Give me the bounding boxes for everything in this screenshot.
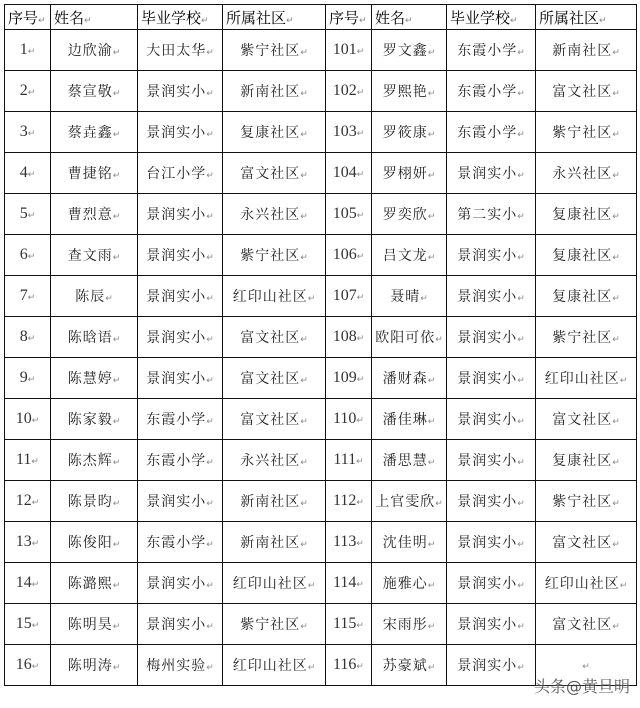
cell-school: 景润实小 ↵ <box>447 317 536 358</box>
header-school: 毕业学校 ↵ <box>138 5 223 30</box>
cell-index: 12 ↵ <box>5 481 51 522</box>
cell-name: 宋雨彤 ↵ <box>372 604 447 645</box>
cell-name: 陈潞熙 ↵ <box>51 563 138 604</box>
header-school: 毕业学校 ↵ <box>447 5 536 30</box>
cell-community: 新南社区 ↵ <box>223 71 326 112</box>
cell-name: 沈佳明 ↵ <box>372 522 447 563</box>
cell-index: 106 ↵ <box>326 235 372 276</box>
cell-name: 潘佳琳 ↵ <box>372 399 447 440</box>
cell-name: 陈家毅 ↵ <box>51 399 138 440</box>
cell-school: 景润实小 ↵ <box>447 153 536 194</box>
cell-community: 富文社区 ↵ <box>536 522 637 563</box>
table-row <box>5 235 637 276</box>
cell-school: 景润实小 ↵ <box>138 604 223 645</box>
cell-name: 查文雨 ↵ <box>51 235 138 276</box>
cell-community: 复康社区 ↵ <box>536 235 637 276</box>
cell-school: 大田太华 ↵ <box>138 30 223 71</box>
cell-index: 6 ↵ <box>5 235 51 276</box>
cell-community: 复康社区 ↵ <box>536 194 637 235</box>
table-row <box>5 153 637 194</box>
cell-name: 陈辰 ↵ <box>51 276 138 317</box>
cell-school: 景润实小 ↵ <box>138 112 223 153</box>
cell-community: 紫宁社区 ↵ <box>536 481 637 522</box>
cell-index: 112 ↵ <box>326 481 372 522</box>
cell-community: 新南社区 ↵ <box>223 522 326 563</box>
table-row <box>5 112 637 153</box>
cell-community: 富文社区 ↵ <box>536 71 637 112</box>
cell-community: 红印山社区 ↵ <box>223 563 326 604</box>
cell-community: 永兴社区 ↵ <box>223 440 326 481</box>
table-row <box>5 481 637 522</box>
cell-school: 景润实小 ↵ <box>138 71 223 112</box>
cell-school: 景润实小 ↵ <box>138 481 223 522</box>
cell-school: 景润实小 ↵ <box>447 481 536 522</box>
cell-index: 101 ↵ <box>326 30 372 71</box>
cell-school: 景润实小 ↵ <box>138 194 223 235</box>
cell-school: 第二实小 ↵ <box>447 194 536 235</box>
cell-school: 景润实小 ↵ <box>138 563 223 604</box>
cell-community: 富文社区 ↵ <box>223 399 326 440</box>
table-row <box>5 71 637 112</box>
cell-community: 复康社区 ↵ <box>223 112 326 153</box>
cell-name: 罗筱康 ↵ <box>372 112 447 153</box>
table-row <box>5 194 637 235</box>
cell-name: 聂晴 ↵ <box>372 276 447 317</box>
cell-name: 施雅心 ↵ <box>372 563 447 604</box>
cell-school: 东霞小学 ↵ <box>138 440 223 481</box>
cell-school: 东霞小学 ↵ <box>447 71 536 112</box>
cell-community: 富文社区 ↵ <box>223 317 326 358</box>
cell-index: 108 ↵ <box>326 317 372 358</box>
cell-index: 115 ↵ <box>326 604 372 645</box>
cell-index: 16 ↵ <box>5 645 51 686</box>
cell-index: 13 ↵ <box>5 522 51 563</box>
cell-community: 复康社区 ↵ <box>536 276 637 317</box>
cell-index: 2 ↵ <box>5 71 51 112</box>
cell-name: 蔡宣敬 ↵ <box>51 71 138 112</box>
cell-name: 罗熙艳 ↵ <box>372 71 447 112</box>
cell-index: 113 ↵ <box>326 522 372 563</box>
header-row <box>5 5 637 30</box>
cell-community: 紫宁社区 ↵ <box>223 235 326 276</box>
header-name: 姓名 ↵ <box>372 5 447 30</box>
cell-name: 边欣渝 ↵ <box>51 30 138 71</box>
cell-name: 罗栩妍 ↵ <box>372 153 447 194</box>
student-table <box>4 4 637 686</box>
table-row <box>5 440 637 481</box>
cell-index: 103 ↵ <box>326 112 372 153</box>
header-community: 所属社区 ↵ <box>223 5 326 30</box>
cell-name: 罗文鑫 ↵ <box>372 30 447 71</box>
table-row <box>5 358 637 399</box>
cell-community: 富文社区 ↵ <box>536 399 637 440</box>
cell-school: 景润实小 ↵ <box>138 358 223 399</box>
cell-school: 景润实小 ↵ <box>447 358 536 399</box>
cell-school: 东霞小学 ↵ <box>447 112 536 153</box>
cell-index: 4 ↵ <box>5 153 51 194</box>
cell-community: 紫宁社区 ↵ <box>536 317 637 358</box>
cell-index: 105 ↵ <box>326 194 372 235</box>
cell-index: 107 ↵ <box>326 276 372 317</box>
cell-school: 东霞小学 ↵ <box>138 399 223 440</box>
table-row <box>5 399 637 440</box>
cell-name: 曹烈意 ↵ <box>51 194 138 235</box>
cell-index: 7 ↵ <box>5 276 51 317</box>
cell-community: 紫宁社区 ↵ <box>223 604 326 645</box>
cell-index: 110 ↵ <box>326 399 372 440</box>
cell-community: 永兴社区 ↵ <box>536 153 637 194</box>
header-community: 所属社区 ↵ <box>536 5 637 30</box>
cell-name: 陈明涛 ↵ <box>51 645 138 686</box>
cell-school: 景润实小 ↵ <box>447 563 536 604</box>
cell-community: 富文社区 ↵ <box>536 604 637 645</box>
cell-index: 9 ↵ <box>5 358 51 399</box>
header-name: 姓名 ↵ <box>51 5 138 30</box>
table-row <box>5 317 637 358</box>
cell-name: 潘思慧 ↵ <box>372 440 447 481</box>
table-row <box>5 30 637 71</box>
cell-community: 富文社区 ↵ <box>223 153 326 194</box>
cell-name: 欧阳可依 ↵ <box>372 317 447 358</box>
cell-name: 上官雯欣 ↵ <box>372 481 447 522</box>
cell-community: 富文社区 ↵ <box>223 358 326 399</box>
cell-community: 新南社区 ↵ <box>536 30 637 71</box>
cell-community: 红印山社区 ↵ <box>223 645 326 686</box>
cell-community: 新南社区 ↵ <box>223 481 326 522</box>
cell-name: 陈明昊 ↵ <box>51 604 138 645</box>
cell-school: 景润实小 ↵ <box>138 235 223 276</box>
cell-name: 陈慧婷 ↵ <box>51 358 138 399</box>
cell-index: 14 ↵ <box>5 563 51 604</box>
cell-school: 东霞小学 ↵ <box>447 30 536 71</box>
cell-index: 1 ↵ <box>5 30 51 71</box>
cell-name: 陈晗语 ↵ <box>51 317 138 358</box>
cell-name: 陈景昀 ↵ <box>51 481 138 522</box>
table-row <box>5 604 637 645</box>
cell-school: 东霞小学 ↵ <box>138 522 223 563</box>
cell-name: 罗奕欣 ↵ <box>372 194 447 235</box>
cell-index: 116 ↵ <box>326 645 372 686</box>
cell-index: 10 ↵ <box>5 399 51 440</box>
cell-index: 15 ↵ <box>5 604 51 645</box>
cell-school: 景润实小 ↵ <box>138 276 223 317</box>
cell-school: 景润实小 ↵ <box>447 235 536 276</box>
cell-school: 景润实小 ↵ <box>447 645 536 686</box>
watermark: 头条@黄旦明 <box>534 677 631 696</box>
cell-name: 曹捷铭 ↵ <box>51 153 138 194</box>
cell-index: 3 ↵ <box>5 112 51 153</box>
header-index: 序号 ↵ <box>5 5 51 30</box>
cell-school: 台江小学 ↵ <box>138 153 223 194</box>
cell-name: 陈俊阳 ↵ <box>51 522 138 563</box>
table-row <box>5 563 637 604</box>
cell-school: 景润实小 ↵ <box>447 440 536 481</box>
cell-community: 红印山社区 ↵ <box>223 276 326 317</box>
cell-community: 永兴社区 ↵ <box>223 194 326 235</box>
cell-index: 11 ↵ <box>5 440 51 481</box>
cell-community: 紫宁社区 ↵ <box>536 112 637 153</box>
cell-community: 红印山社区 ↵ <box>536 563 637 604</box>
cell-community: 红印山社区 ↵ <box>536 358 637 399</box>
cell-index: 109 ↵ <box>326 358 372 399</box>
table-row <box>5 522 637 563</box>
cell-school: 景润实小 ↵ <box>447 604 536 645</box>
cell-name: 陈杰辉 ↵ <box>51 440 138 481</box>
cell-school: 景润实小 ↵ <box>447 522 536 563</box>
table-row <box>5 276 637 317</box>
cell-index: 5 ↵ <box>5 194 51 235</box>
cell-index: 114 ↵ <box>326 563 372 604</box>
cell-school: 景润实小 ↵ <box>447 399 536 440</box>
cell-index: 111 ↵ <box>326 440 372 481</box>
cell-school: 梅州实验 ↵ <box>138 645 223 686</box>
cell-school: 景润实小 ↵ <box>447 276 536 317</box>
cell-community: 紫宁社区 ↵ <box>223 30 326 71</box>
header-index: 序号 ↵ <box>326 5 372 30</box>
cell-index: 102 ↵ <box>326 71 372 112</box>
cell-name: 蔡垚鑫 ↵ <box>51 112 138 153</box>
cell-school: 景润实小 ↵ <box>138 317 223 358</box>
cell-name: 吕文龙 ↵ <box>372 235 447 276</box>
cell-community: 复康社区 ↵ <box>536 440 637 481</box>
cell-name: 苏豪斌 ↵ <box>372 645 447 686</box>
cell-index: 104 ↵ <box>326 153 372 194</box>
cell-name: 潘财森 ↵ <box>372 358 447 399</box>
cell-index: 8 ↵ <box>5 317 51 358</box>
